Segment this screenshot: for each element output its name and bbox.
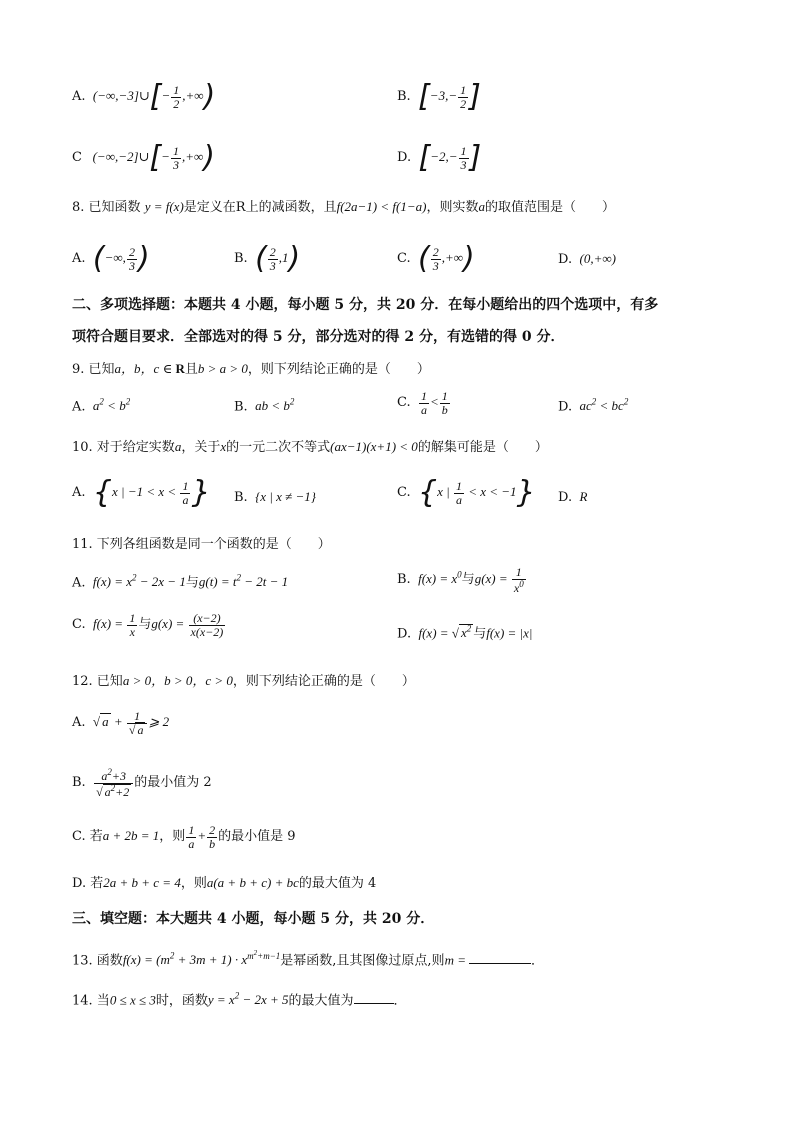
q10-option-b: B. {x | x ≠ −1} [234, 489, 316, 505]
math-expression: g(x) = $\frac{1}{x^0}$ [474, 565, 524, 595]
math-expression: $g(t) = t^2 - 2t - 1$ [198, 573, 289, 590]
q10-option-d: D. R [558, 489, 588, 505]
math-expression: ab < $b^2$ [251, 397, 295, 414]
q10-option-c: C. {x | $\frac{1}{a}$ < x < −1} [397, 475, 536, 510]
math-expression: a，b，c ∈ R [114, 361, 185, 376]
math-expression: $f(x) = x^0$ [414, 569, 462, 587]
math-expression: g(x) = $\frac{(x-2)}{x(x-2)}$ [151, 611, 224, 639]
q7-option-c [72, 140, 215, 175]
math-expression: [−3,− $\frac{1}{2}$ ] [418, 79, 481, 114]
q10-option-a: A. {x | −1 < x < $\frac{1}{a}$ } [72, 475, 211, 510]
q11-option-b: B. $f(x) = x^0$与g(x) = $\frac{1}{x^0}$ [397, 566, 527, 594]
math-expression: $f(x) = (m^2 + 3m + 1) \cdot x^{m^2+m-1}$ [122, 949, 281, 968]
q14-stem: 14. 当0 ≤ x ≤ 3时，函数$y = x^2 - 2x + 5$的最大值为 ． [72, 991, 407, 1009]
math-expression: √ a + $\frac{1}{√ a}$ ⩾ 2 [89, 709, 170, 737]
math-expression: f(x) = $\frac{1}{x}$ [89, 611, 136, 639]
math-expression: b > a > 0 [197, 361, 248, 376]
q9-option-a: A. $a^2 < b^2$ [72, 397, 131, 415]
math-expression: (−∞, $\frac{2}{3}$ ) [92, 241, 150, 276]
math-expression: $\frac{1}{a}$ + $\frac{2}{b}$ [188, 823, 216, 851]
math-expression: f(x) = |x| [486, 625, 533, 641]
section-heading: 三、填空题：本大题共 4 小题，每小题 5 分，共 20 分． [72, 911, 435, 927]
math-expression: R [576, 489, 588, 504]
q8-option-c: C. ( $\frac{2}{3}$ ,+∞) [397, 241, 475, 276]
q9-option-b: B. ab < $b^2$ [234, 397, 295, 415]
option-label: D. [397, 149, 412, 165]
math-expression: 2a + b + c = 4 [103, 875, 181, 890]
q7-option-b [397, 79, 481, 114]
math-expression: [−2,− $\frac{1}{3}$ ] [418, 140, 482, 175]
math-expression: f(2a−1) < f(1−a) [336, 199, 427, 214]
option-label: C [72, 149, 82, 165]
math-expression: $y = x^2 - 2x + 5$ [207, 991, 289, 1008]
q13-stem: 13. 函数$f(x) = (m^2 + 3m + 1) \cdot x^{m^2+m-1}$是幂函数,且其图像过原点,则m = ． [72, 949, 544, 969]
option-label: B. [397, 88, 411, 104]
q11-option-a: A. $f(x) = x^2 - 2x - 1$与$g(t) = t^2 - 2t - 1$ [72, 573, 289, 591]
math-expression: {x | x ≠ −1} [251, 489, 316, 504]
q11-option-d: D. f(x) = √ $x^2$ 与f(x) = |x| [397, 624, 533, 642]
math-expression: (0,+∞) [576, 251, 616, 266]
q10-stem: 10. 对于给定实数a，关于x的一元二次不等式(ax−1)(x+1) < 0的解集可能是（ ） [72, 439, 548, 455]
math-expression: (ax−1)(x+1) < 0 [330, 439, 418, 454]
q11-stem: 11. 下列各组函数是同一个函数的是（ ） [72, 537, 331, 552]
section-heading: 二、多项选择题：本题共 4 小题，每小题 5 分，共 20 分．在每小题给出的四个选项中，有多 [72, 297, 659, 313]
q7-option-d [397, 140, 482, 175]
option-label: A. [72, 88, 86, 104]
q9-option-c: C. $\frac{1}{a}$ < $\frac{1}{b}$ [397, 390, 451, 416]
math-expression: ( $\frac{2}{3}$ ,+∞) [418, 241, 475, 276]
math-expression: $f(x) = x^2 - 2x - 1$ [89, 573, 186, 590]
q8-option-d: D. (0,+∞) [558, 251, 616, 267]
q9-option-d: D. $ac^2 < bc^2$ [558, 397, 629, 415]
math-expression: (−∞,−3]∪[− $\frac{1}{2}$ ,+∞) [89, 79, 216, 114]
answer-blank[interactable] [469, 953, 531, 964]
q8-option-b: B. ( $\frac{2}{3}$ ,1) [234, 241, 301, 276]
q12-option-b: B. $\frac{a^2+3}{√ a^2+2}$ 的最小值为 2 [72, 767, 212, 799]
q8-option-a: A. (−∞, $\frac{2}{3}$ ) [72, 241, 150, 276]
q9-stem: 9. 已知a，b，c ∈ R且b > a > 0，则下列结论正确的是（ ） [72, 361, 430, 377]
math-expression: $a^2 < b^2$ [89, 397, 131, 414]
q8-stem: 8. 已知函数 y = f(x)是定义在R上的减函数，且f(2a−1) < f(1−a)，则实数a的取值范围是（ ） [72, 199, 615, 215]
q12-option-c: C. 若a + 2b = 1，则 $\frac{1}{a}$ + $\frac{2}{b}$ 的最小值是 9 [72, 823, 296, 851]
answer-blank[interactable] [354, 993, 394, 1004]
math-expression: a(a + b + c) + bc [206, 875, 299, 890]
math-expression: a > 0，b > 0，c > 0 [122, 673, 233, 688]
q12-stem: 12. 已知a > 0，b > 0，c > 0，则下列结论正确的是（ ） [72, 673, 415, 689]
math-expression: f(x) = √ $x^2$ [415, 624, 472, 641]
math-expression: 0 ≤ x ≤ 3 [109, 992, 156, 1008]
q7-option-a [72, 79, 216, 114]
q11-option-c: C. f(x) = $\frac{1}{x}$ 与g(x) = $\frac{(x-2)}{x(x-2)}$ [72, 612, 226, 638]
q12-option-d: D. 若2a + b + c = 4，则a(a + b + c) + bc的最大值为 4 [72, 875, 377, 891]
q12-option-a: A. √ a + $\frac{1}{√ a}$ ⩾ 2 [72, 709, 170, 737]
math-expression: (−∞,−2]∪[− $\frac{1}{3}$ ,+∞) [86, 140, 215, 175]
math-expression: y = f(x) [144, 199, 184, 214]
math-expression: $\frac{a^2+3}{√ a^2+2}$ [90, 774, 134, 789]
math-expression: {x | −1 < x < $\frac{1}{a}$ } [92, 475, 211, 510]
math-expression: $ac^2 < bc^2$ [576, 397, 629, 414]
math-expression: a + 2b = 1 [102, 828, 160, 844]
math-expression: {x | $\frac{1}{a}$ < x < −1} [418, 475, 536, 510]
math-expression: $\frac{1}{a}$ < $\frac{1}{b}$ [421, 389, 448, 417]
math-expression: ( $\frac{2}{3}$ ,1) [255, 241, 301, 276]
section-heading: 项符合题目要求．全部选对的得 5 分，部分选对的得 2 分，有选错的得 0 分． [72, 329, 565, 345]
